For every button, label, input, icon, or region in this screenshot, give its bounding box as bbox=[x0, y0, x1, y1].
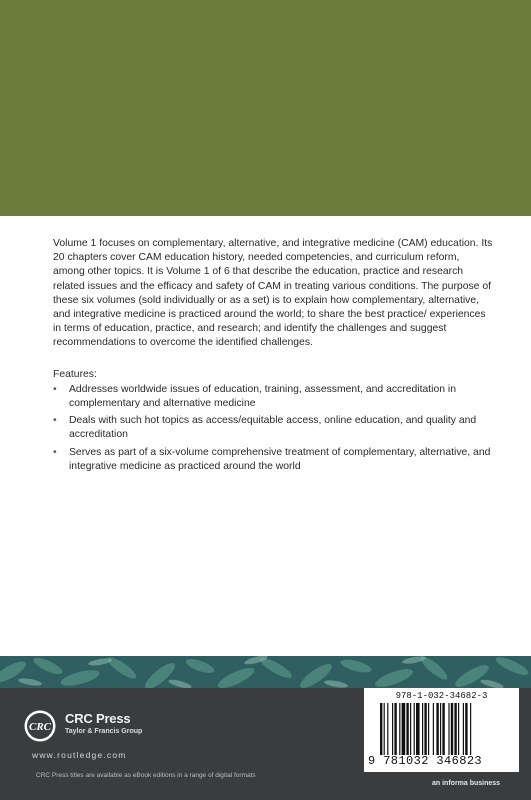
publisher-footer bbox=[0, 688, 531, 800]
logo-text: CRC bbox=[28, 721, 52, 733]
barcode-bars-icon bbox=[380, 703, 504, 755]
book-description: Volume 1 focuses on complementary, alternative, and integrative medicine (CAM) education. Its 20 chapters cover CAM education history, needed competencies, and curriculum reform, among other topics. It is Volume 1 of 6 that describe the education, practice and research related issues and the efficacy and safety of CAM in treating various conditions. The purpose of these six volumes (sold individually or as a set) is to explain how complementary, alternative, and integrative medicine is practiced around the world; to share the best practice/ experiences in terms of education, practice, and research; and identify the challenges and suggest recommendations to overcome the identified challenges. bbox=[53, 238, 493, 349]
feature-text: Serves as part of a six-volume comprehensive treatment of complementary, alternative, and integrative medicine as practiced around the world bbox=[69, 446, 491, 472]
cover-top-band bbox=[0, 0, 531, 216]
bullet-icon: • bbox=[53, 383, 57, 395]
bullet-icon: • bbox=[53, 446, 57, 458]
publisher-url[interactable]: www.routledge.com bbox=[32, 750, 127, 760]
publisher-group: Taylor & Francis Group bbox=[65, 728, 143, 735]
barcode bbox=[364, 688, 519, 772]
feature-item bbox=[53, 414, 493, 442]
back-cover-text bbox=[53, 237, 493, 477]
feature-item bbox=[53, 383, 493, 411]
feature-item bbox=[53, 446, 493, 474]
publisher-name: CRC Press bbox=[65, 711, 131, 726]
features-list bbox=[53, 383, 493, 474]
leaf-pattern-band bbox=[0, 656, 531, 688]
feature-text: Addresses worldwide issues of education, training, assessment, and accreditation in complementary and alternative medicine bbox=[69, 383, 456, 410]
leaf-pattern-icon bbox=[0, 656, 531, 688]
feature-text: Deals with such hot topics as access/equitable access, online education, and quality and accreditation bbox=[69, 415, 477, 441]
informa-tagline: an informa business bbox=[432, 780, 501, 787]
ebook-note: CRC Press titles are available as eBook editions in a range of digital formats bbox=[36, 772, 256, 779]
isbn-number: 978-1-032-34682-3 bbox=[395, 691, 488, 701]
bullet-icon: • bbox=[53, 415, 57, 427]
features-heading: Features: bbox=[53, 368, 97, 380]
crc-press-logo-icon bbox=[24, 710, 56, 742]
ean-digits: 9 781032 346823 bbox=[368, 754, 483, 768]
